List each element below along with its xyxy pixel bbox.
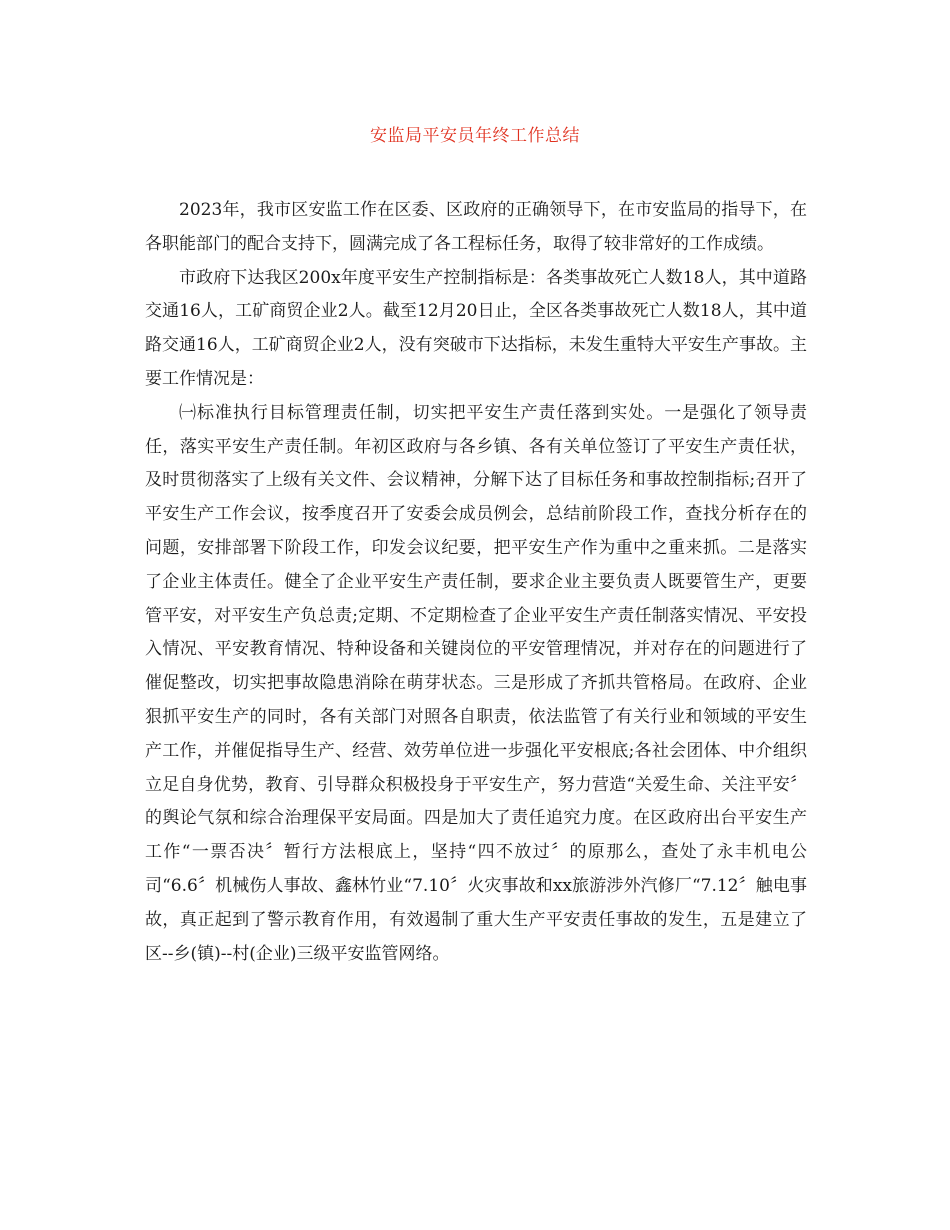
paragraph-responsibility: ㈠标准执行目标管理责任制，切实把平安生产责任落到实处。一是强化了领导责任，落实平安生产责任制。年初区政府与各乡镇、各有关单位签订了平安生产责任状，及时贯彻落实了上级有关文件、会议精神，分解下达了目标任务和事故控制指标;召开了平安生产工作会议，按季度召开了安委会成员例会，总结前阶段工作，查找分析存在的问题，安排部署下阶段工作，印发会议纪要，把平安生产作为重中之重来抓。二是落实了企业主体责任。健全了企业平安生产责任制，要求企业主要负责人既要管生产，更要管平安，对平安生产负总责;定期、不定期检查了企业平安生产责任制落实情况、平安投入情况、平安教育情况、特种设备和关键岗位的平安管理情况，并对存在的问题进行了催促整改，切实把事故隐患消除在萌芽状态。三是形成了齐抓共管格局。在政府、企业狠抓平安生产的同时，各有关部门对照各自职责，依法监管了有关行业和领域的平安生产工作，并催促指导生产、经营、效劳单位进一步强化平安根底;各社会团体、中介组织立足自身优势，教育、引导群众积极投身于平安生产，努力营造“关爱生命、关注平安〞的舆论气氛和综合治理保平安局面。四是加大了责任追究力度。在区政府出台平安生产工作“一票否决〞暂行方法根底上，坚持“四不放过〞的原那么，查处了永丰机电公司“6.6〞机械伤人事故、鑫林竹业“7.10〞火灾事故和xx旅游涉外汽修厂“7.12〞触电事故，真正起到了警示教育作用，有效遏制了重大生产平安责任事故的发生，五是建立了区--乡(镇)--村(企业)三级平安监管网络。 xyxy=(145,402,807,964)
paragraph-indicators: 市政府下达我区200x年度平安生产控制指标是：各类事故死亡人数18人，其中道路交通16人，工矿商贸企业2人。截至12月20日止，全区各类事故死亡人数18人，其中道路交通16人，工矿商贸企业2人，没有突破市下达指标，未发生重特大平安生产事故。主要工作情况是： xyxy=(145,267,807,389)
paragraph-intro: 2023年，我市区安监工作在区委、区政府的正确领导下，在市安监局的指导下，在各职能部门的配合支持下，圆满完成了各工程标任务，取得了较非常好的工作成绩。 xyxy=(145,200,807,254)
document-title: 安监局平安员年终工作总结 xyxy=(370,126,580,146)
document-body xyxy=(145,194,807,971)
